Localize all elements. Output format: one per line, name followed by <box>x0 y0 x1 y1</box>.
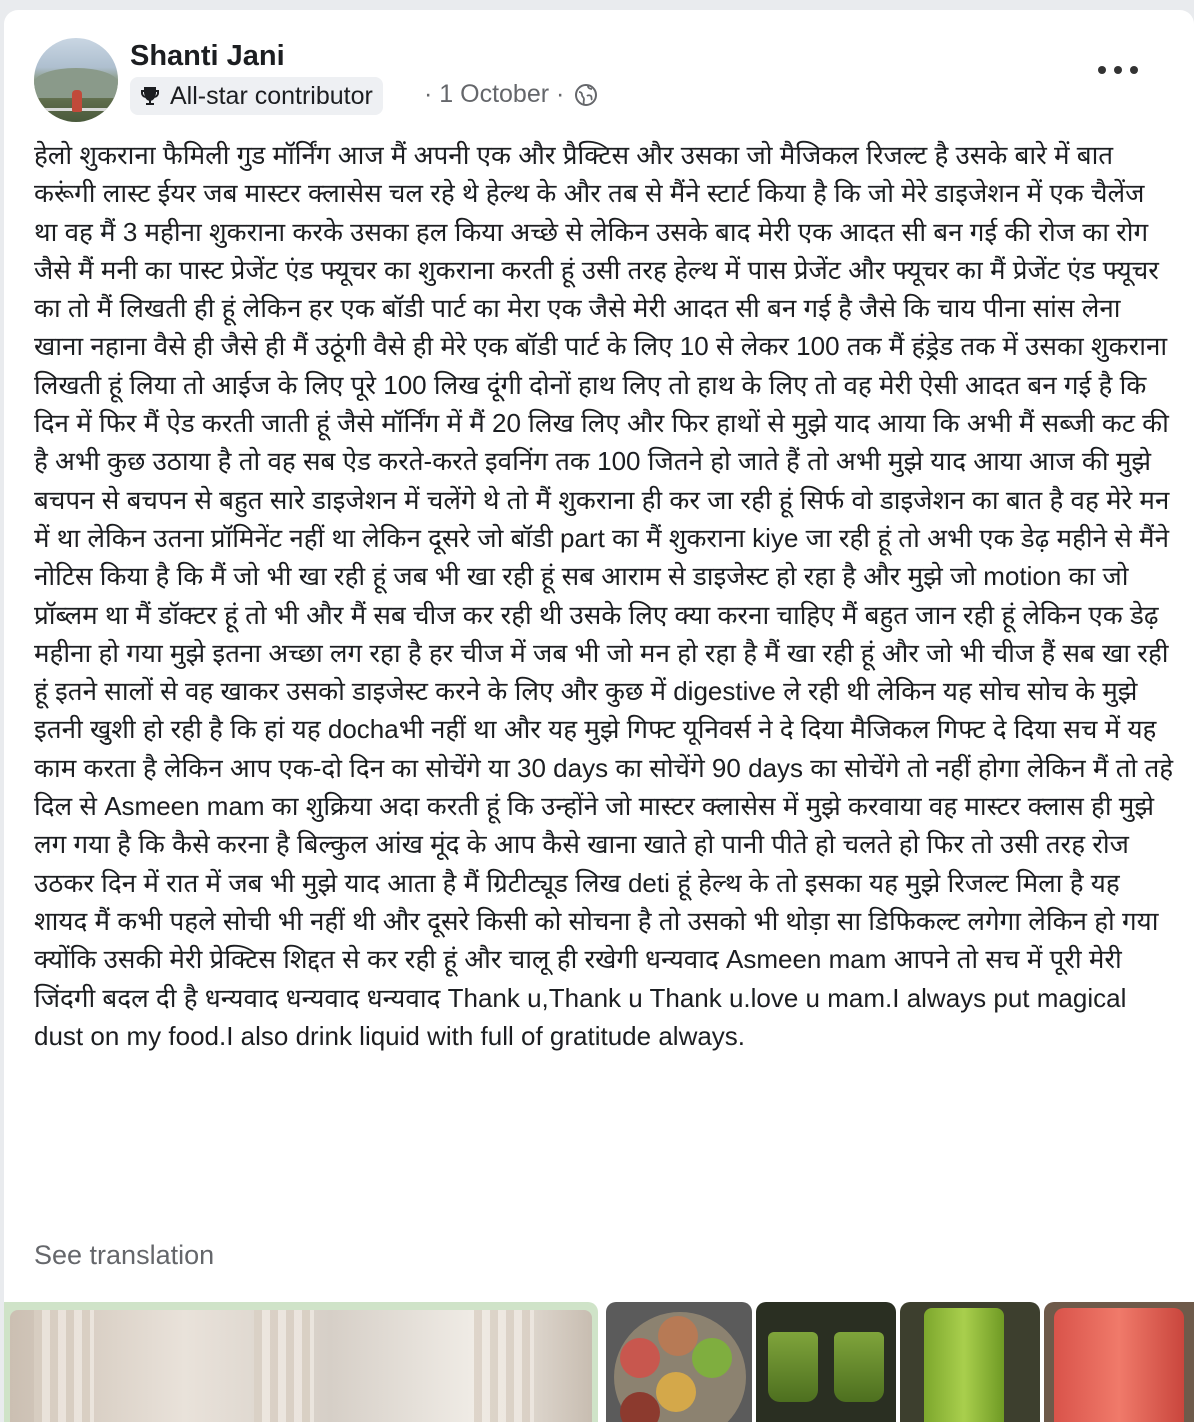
post-meta <box>424 80 598 109</box>
photo-juice-plate[interactable] <box>606 1302 752 1422</box>
photo-green-juice-glasses[interactable] <box>756 1302 896 1422</box>
author-name[interactable]: Shanti Jani <box>130 40 285 72</box>
trophy-icon <box>138 84 162 108</box>
more-options-icon[interactable] <box>1098 60 1138 80</box>
contributor-badge[interactable] <box>130 77 383 115</box>
avatar[interactable] <box>34 38 118 122</box>
post-text: हेलो शुकराना फैमिली गुड मॉर्निंग आज मैं अपनी एक और प्रैक्टिस और उसका जो मैजिकल रिजल्ट है उसके बारे में बात करूंगी लास्ट ईयर जब मास्टर क्लासेस चल रहे थे हेल्थ के और तब से मैंने स्टार्ट किया है कि जो मेरे डाइजेशन में एक चैलेंज था वह मैं 3 महीना शुकराना करके उसका हल किया अच्छे से लेकिन उसके बाद मेरी एक आदत सी बन गई की रोज का रोग जैसे मैं मनी का पास्ट प्रेजेंट एंड फ्यूचर का शुकराना करती हूं उसी तरह हेल्थ में पास प्रेजेंट और फ्यूचर का मैं प्रेजेंट एंड फ्यूचर का तो मैं लिखती ही हूं लेकिन हर एक बॉडी पार्ट का मेरा एक जैसे मेरी आदत सी बन गई है जैसे कि चाय पीना सांस लेना खाना नहाना वैसे ही जैसे ही मैं उठूंगी वैसे ही मेरे एक बॉडी पार्ट के लिए 10 से लेकर 100 तक मैं हंड्रेड तक में उसका शुकराना लिखती हूं लिया तो आईज के लिए पूरे 100 लिख दूंगी दोनों हाथ लिए तो हाथ के लिए तो वह मेरी ऐसी आदत बन गई है कि दिन में फिर मैं ऐड करती जाती हूं जैसे मॉर्निंग में मैं 20 लिख लिए और फिर हाथों से मुझे याद आया कि अभी मैं सब्जी कट की है अभी कुछ उठाया है तो वह सब ऐड करते-करते इवनिंग तक 100 जितने हो जाते हैं तो अभी मुझे याद आया आज की मुझे बचपन से बचपन से बहुत सारे डाइजेशन में चलेंगे थे तो मैं शुकराना ही कर जा रही हूं सिर्फ वो डाइजेशन का बात है वह मेरे मन में था लेकिन उतना प्रॉमिनेंट नहीं था लेकिन दूसरे जो बॉडी part का मैं शुकराना kiye जा रही हूं तो अभी एक डेढ़ महीने से मैंने नोटिस किया है कि मैं जो भी खा रही हूं जब भी खा रही हूं सब आराम से डाइजेस्ट हो रहा है और मुझे जो motion का जो प्रॉब्लम था मैं डॉक्टर हूं तो भी और मैं सब चीज कर रही थी उसके लिए क्या करना चाहिए मैं बहुत जान रही हूं लेकिन एक डेढ़ महीना हो गया मुझे इतना अच्छा लग रहा है हर चीज में जब भी जो मन हो रहा है मैं खा रही हूं और जो भी चीज हैं सब खा रही हूं इतने सालों से वह खाकर उसको डाइजेस्ट करने के लिए और कुछ में digestive ले रही थी लेकिन यह सोच सोच के मुझे इतनी खुशी हो रही है कि हां यह dochaभी नहीं था और यह मुझे गिफ्ट यूनिवर्स ने दे दिया मैजिकल गिफ्ट दे दिया सच में यह काम करता है लेकिन आप एक-दो दिन का सोचेंगे या 30 days का सोचेंगे 90 days का सोचेंगे तो नहीं होगा लेकिन मैं तो तहे दिल से Asmeen mam का शुक्रिया अदा करती हूं कि उन्होंने जो मास्टर क्लासेस में मुझे करवाया वह मास्टर क्लास ही मुझे लग गया है कि कैसे करना है बिल्कुल आंख मूंद के आप कैसे खाना खाते हो पानी पीते हो चलते हो फिर तो उसी तरह रोज उठकर दिन में रात में जब भी मुझे याद आता है मैं ग्रिटीट्यूड लिख deti हूं हेल्थ के तो इसका यह मुझे रिजल्ट मिला है यह शायद मैं कभी पहले सोची भी नहीं थी और दूसरे किसी को सोचना है तो उसको भी थोड़ा सा डिफिकल्ट लगेगा लेकिन हो गया क्योंकि उसकी मेरी प्रेक्टिस शिद्दत से कर रही हूं और चालू ही रखेगी धन्यवाद Asmeen mam आपने तो सच में पूरी मेरी जिंदगी बदल दी है धन्यवाद धन्यवाद धन्यवाद Thank u,Thank u Thank u.love u mam.I always put magical dust on my food.I also drink liquid with full of gratitude always. <box>34 140 1174 1051</box>
photo-room-curtains[interactable] <box>4 1302 598 1422</box>
see-translation-link[interactable]: See translation <box>34 1240 215 1270</box>
photo-green-juice-tall[interactable] <box>900 1302 1040 1422</box>
photo-red-juice[interactable] <box>1044 1302 1194 1422</box>
photo-grid <box>4 1302 1194 1422</box>
post-card <box>4 10 1194 1422</box>
post-date[interactable]: · 1 October · <box>424 80 565 108</box>
globe-icon[interactable] <box>574 83 598 107</box>
badge-label: All-star contributor <box>170 81 373 110</box>
